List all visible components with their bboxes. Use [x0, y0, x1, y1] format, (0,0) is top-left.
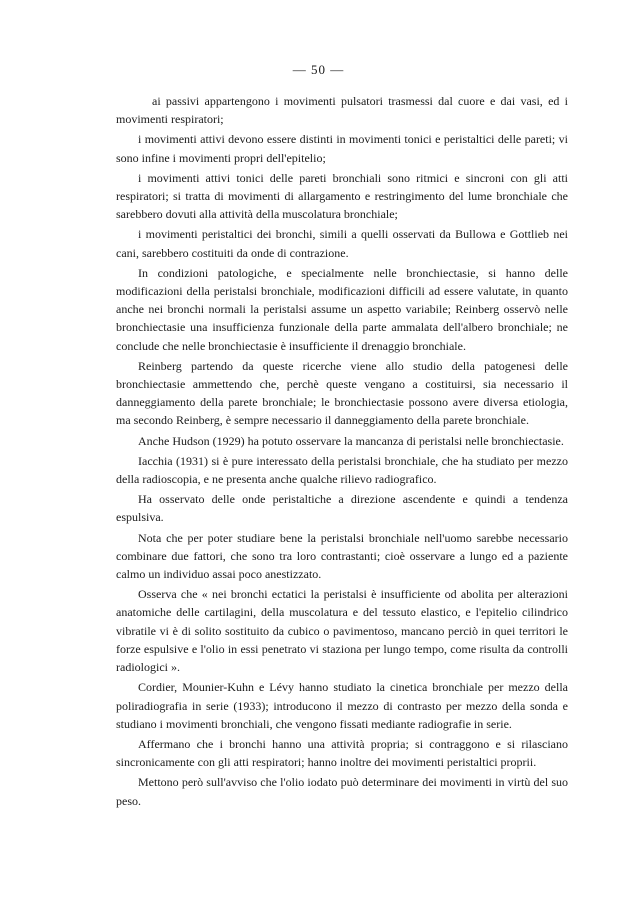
body-text	[116, 92, 568, 812]
paragraph-6: Reinberg partendo da queste ricerche viene allo studio della patogenesi delle bronchiectasie ammettendo che, perchè queste vengano a costituirsi, sia necessario il danneggiamento della parete bronchiale; le bronchiectasie possono avere diversa etiologia, ma secondo Reinberg, è sempre necessario il danneggiamento della parete bronchiale.	[116, 358, 568, 428]
paragraph-7: Anche Hudson (1929) ha potuto osservare la mancanza di peristalsi nelle bronchiectasie.	[138, 433, 564, 448]
paragraph-5: In condizioni patologiche, e specialmente nelle bronchiectasie, si hanno delle modificazioni della peristalsi bronchiale, modificazioni difficili ad essere valutate, in quanto anche nei bronchi normali la peristalsi assume un aspetto variabile; Reinberg osservò nelle bronchiectasie una insufficienza funzionale della parte ammalata dell'albero bronchiale; ne conclude che nelle bronchiectasie è insufficiente il drenaggio bronchiale.	[116, 265, 568, 353]
paragraph-14: Mettono però sull'avviso che l'olio iodato può determinare dei movimenti in virtù del suo peso.	[116, 775, 568, 808]
paragraph-9: Ha osservato delle onde peristaltiche a direzione ascendente e quindi a tendenza espulsiva.	[116, 492, 568, 525]
page-number: — 50 —	[292, 62, 345, 77]
paragraph-8: Iacchia (1931) si è pure interessato della peristalsi bronchiale, che ha studiato per mezzo della radioscopia, e ne presenta anche qualche rilievo radiografico.	[116, 453, 568, 487]
paragraph-13: Affermano che i bronchi hanno una attività propria; si contraggono e si rilasciano sincronicamente con gli atti respiratori; hanno inoltre dei movimenti peristaltici proprii.	[116, 736, 568, 770]
paragraph-1: ai passivi appartengono i movimenti pulsatori trasmessi dal cuore e dai vasi, ed i movimenti respiratori;	[116, 94, 568, 127]
paragraph-12: Cordier, Mounier-Kuhn e Lévy hanno studiato la cinetica bronchiale per mezzo della poliradiografia in serie (1933); introducono il mezzo di contrasto per mezzo della sonda e studiano i movimenti bronchiali, che vengono fissati mediante radiografie in serie.	[116, 680, 568, 731]
paragraph-4: i movimenti peristaltici dei bronchi, simili a quelli osservati da Bullowa e Gottlieb nei cani, sarebbero costituiti da onde di contrazione.	[116, 227, 568, 260]
paragraph-2: i movimenti attivi devono essere distinti in movimenti tonici e peristaltici delle pareti; vi sono infine i movimenti propri dell'epitelio;	[116, 132, 568, 165]
paragraph-11: Osserva che « nei bronchi ectatici la peristalsi è insufficiente od abolita per alterazioni anatomiche delle cartilagini, della muscolatura e del tessuto elastico, e l'epitelio cilindrico vibratile vi è di solito sostituito da cubico o pavimentoso, mancano perciò in quei territori le forze espulsive e l'olio in essi penetrato vi staziona per lungo tempo, come risulta da controlli radiologici ».	[116, 587, 568, 675]
paragraph-10: Nota che per poter studiare bene la peristalsi bronchiale nell'uomo sarebbe necessario combinare due fattori, che sono tra loro contrastanti; cioè osservare a lungo ed a paziente calmo un individuo assai poco anestizzato.	[116, 530, 568, 582]
paragraph-3: i movimenti attivi tonici delle pareti bronchiali sono ritmici e sincroni con gli atti respiratori; si tratta di movimenti di allargamento e restringimento del lume bronchiale che sarebbero dovuti alla attività della muscolatura bronchiale;	[116, 170, 568, 222]
